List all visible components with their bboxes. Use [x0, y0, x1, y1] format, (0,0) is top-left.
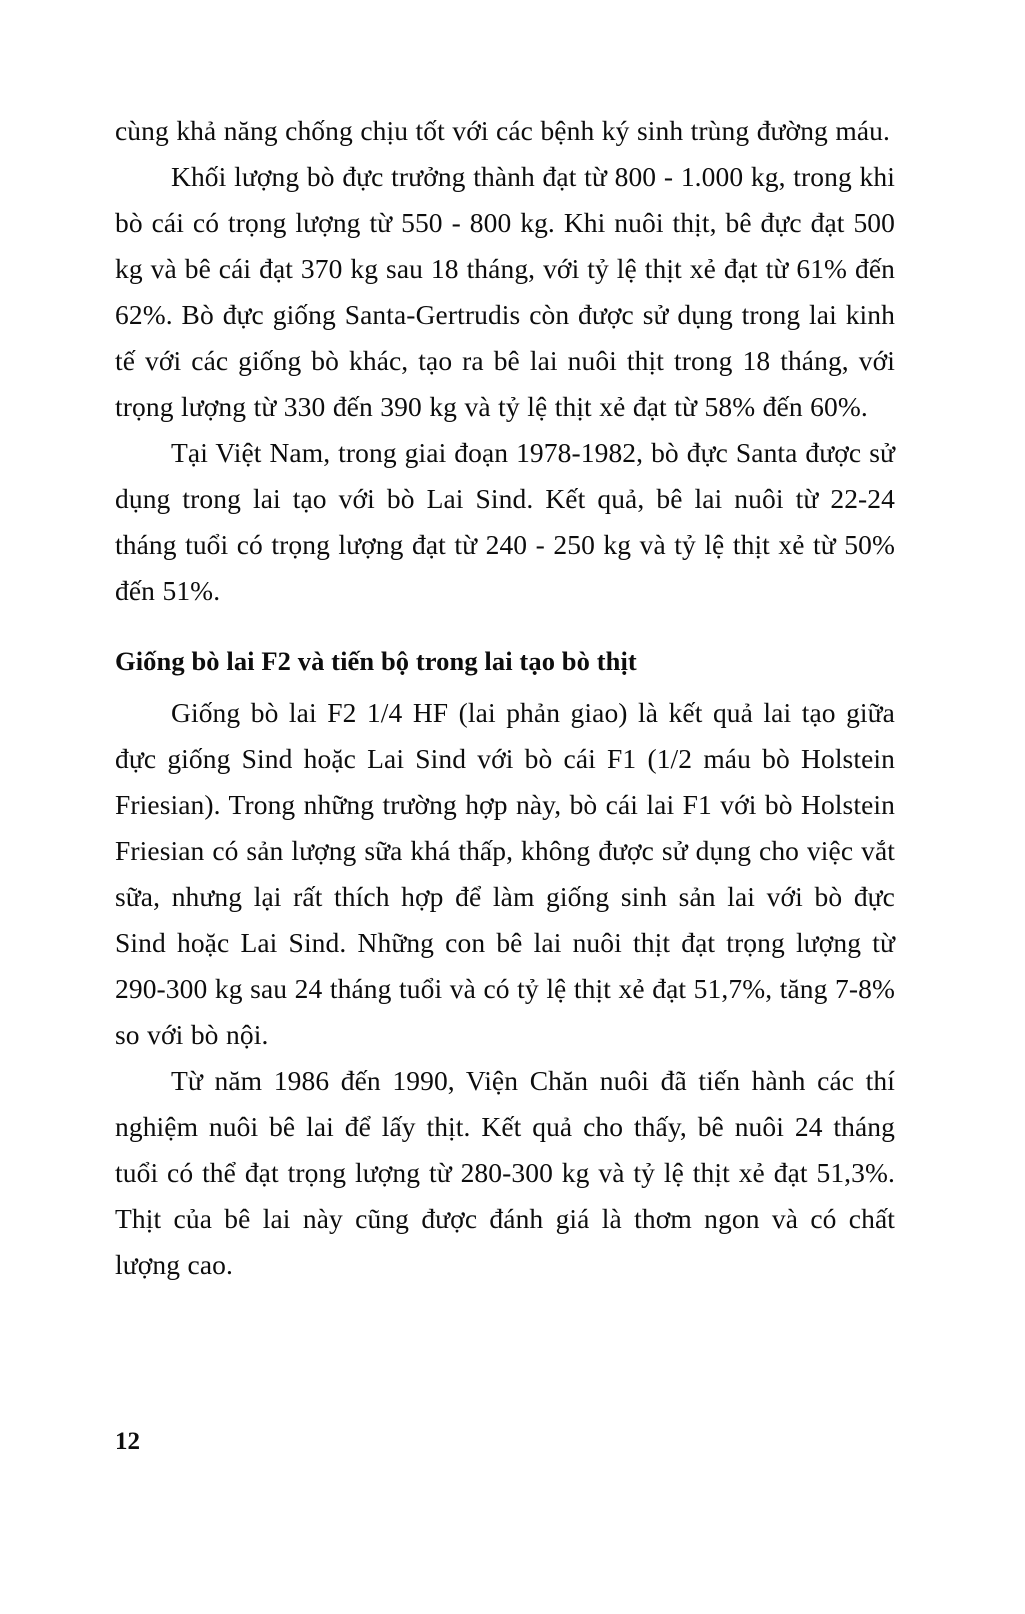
paragraph-3: Tại Việt Nam, trong giai đoạn 1978-1982, bò đực Santa được sử dụng trong lai tạo với bò Lai Sind. Kết quả, bê lai nuôi từ 22-24 tháng tuổi có trọng lượng đạt từ 240 - 250 kg và tỷ lệ thịt xẻ từ 50% đến 51%. [115, 437, 895, 606]
paragraph-1: cùng khả năng chống chịu tốt với các bệnh ký sinh trùng đường máu. [115, 115, 890, 146]
paragraph-5: Từ năm 1986 đến 1990, Viện Chăn nuôi đã tiến hành các thí nghiệm nuôi bê lai để lấy thịt. Kết quả cho thấy, bê nuôi 24 tháng tuổi có thể đạt trọng lượng từ 280-300 kg và tỷ lệ thịt xẻ đạt 51,3%. Thịt của bê lai này cũng được đánh giá là thơm ngon và có chất lượng cao. [115, 1065, 895, 1280]
page-body [115, 108, 895, 1288]
paragraph-4: Giống bò lai F2 1/4 HF (lai phản giao) là kết quả lai tạo giữa đực giống Sind hoặc Lai Sind với bò cái F1 (1/2 máu bò Holstein Friesian). Trong những trường hợp này, bò cái lai F1 với bò Holstein Friesian có sản lượng sữa khá thấp, không được sử dụng cho việc vắt sữa, nhưng lại rất thích hợp để làm giống sinh sản lai với bò đực Sind hoặc Lai Sind. Những con bê lai nuôi thịt đạt trọng lượng từ 290-300 kg sau 24 tháng tuổi và có tỷ lệ thịt xẻ đạt 51,7%, tăng 7-8% so với bò nội. [115, 697, 895, 1050]
section-heading: Giống bò lai F2 và tiến bộ trong lai tạo bò thịt [115, 646, 637, 676]
page-number: 12 [115, 1428, 140, 1455]
paragraph-2: Khối lượng bò đực trưởng thành đạt từ 800 - 1.000 kg, trong khi bò cái có trọng lượng từ 550 - 800 kg. Khi nuôi thịt, bê đực đạt 500 kg và bê cái đạt 370 kg sau 18 tháng, với tỷ lệ thịt xẻ đạt từ 61% đến 62%. Bò đực giống Santa-Gertrudis còn được sử dụng trong lai kinh tế với các giống bò khác, tạo ra bê lai nuôi thịt trong 18 tháng, với trọng lượng từ 330 đến 390 kg và tỷ lệ thịt xẻ đạt từ 58% đến 60%. [115, 161, 895, 422]
